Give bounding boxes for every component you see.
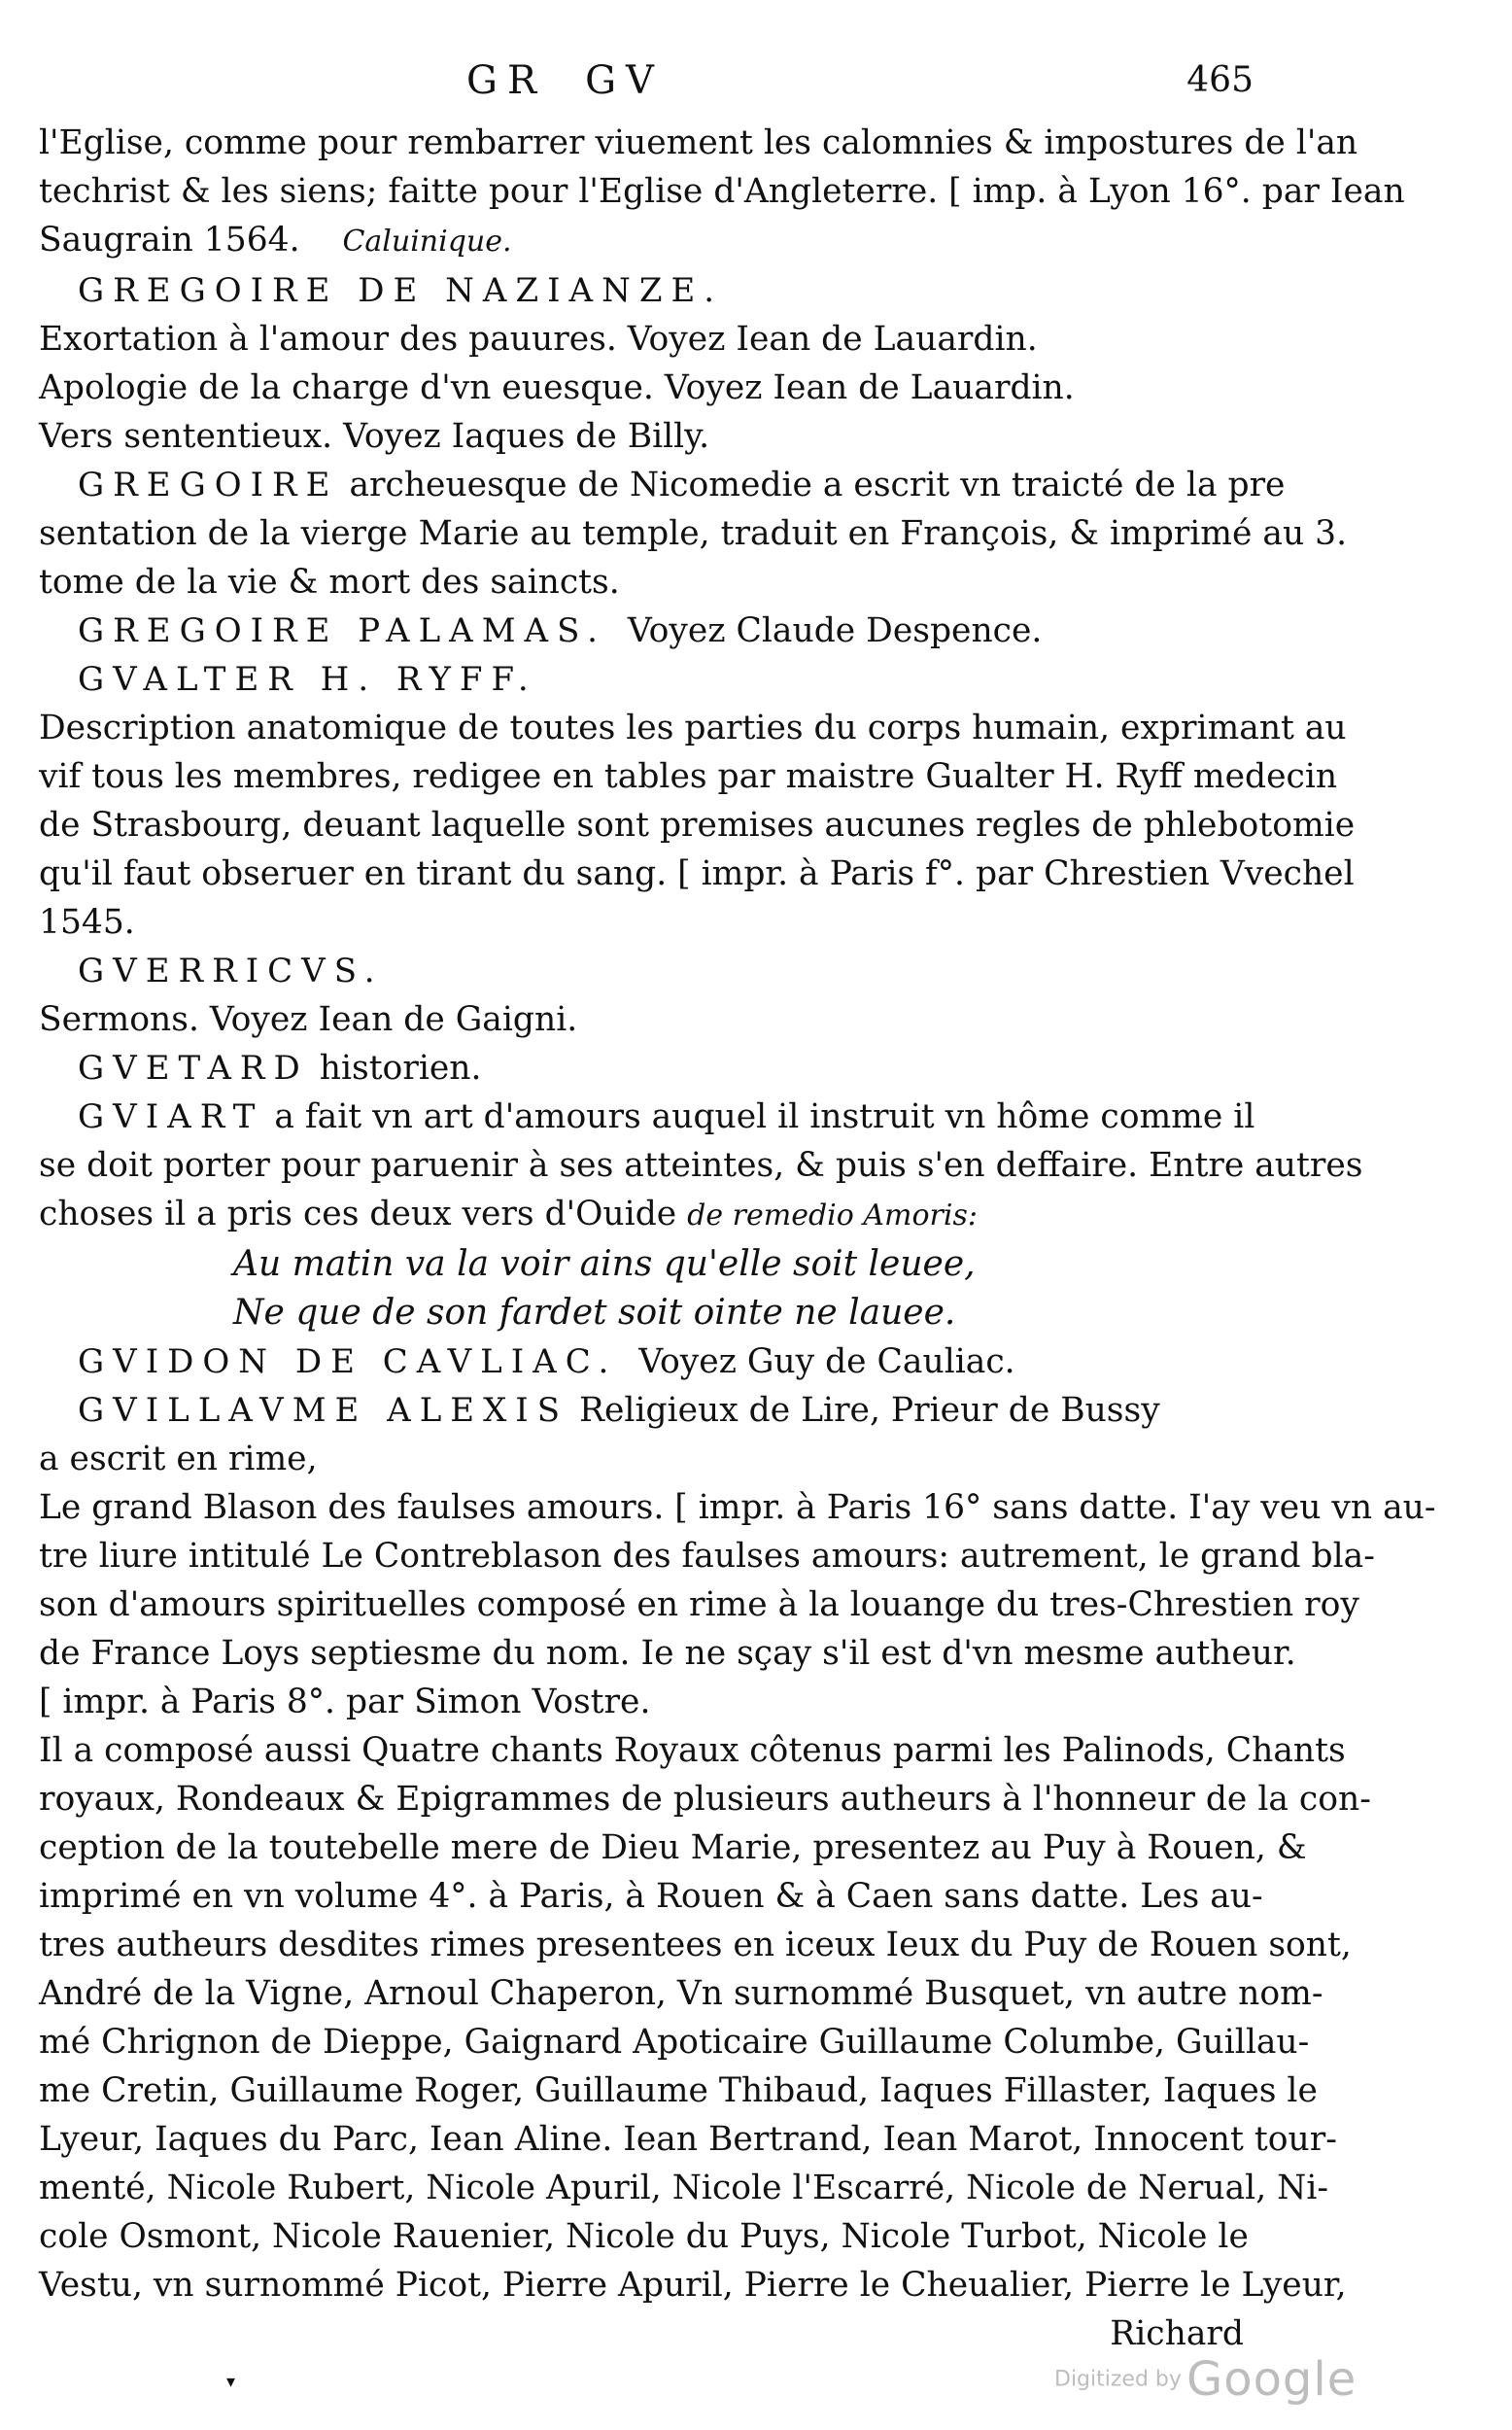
text-line: [ impr. à Paris 8°. par Simon Vostre. <box>39 1683 651 1721</box>
text-line: qu'il faut obseruer en tirant du sang. [ impr. à Paris f°. par Chrestien Vvechel <box>39 854 1355 893</box>
entry-heading: GVIART <box>78 1097 264 1136</box>
text-line: l'Eglise, comme pour rembarrer viuement les calomnies & impostures de l'an <box>39 123 1358 162</box>
text-line <box>39 607 1244 655</box>
entry-heading: GVILLAVME ALEXIS <box>78 1391 569 1430</box>
text-line: Vestu, vn surnommé Picot, Pierre Apuril, Pierre le Cheualier, Pierre le Lyeur, <box>39 2266 1347 2305</box>
google-logo: Google <box>1186 2352 1357 2407</box>
text-line: a escrit en rime, <box>39 1440 318 1478</box>
text-line: tre liure intitulé Le Contreblason des faulses amours: autrement, le grand bla- <box>39 1537 1375 1576</box>
digitized-by-google-watermark <box>1054 2352 1357 2407</box>
catchword: Richard <box>1110 2314 1244 2353</box>
text-line: mé Chrignon de Dieppe, Gaignard Apoticaire Guillaume Columbe, Guillau- <box>39 2023 1310 2062</box>
text-span: choses il a pris ces deux vers d'Ouide <box>39 1195 677 1233</box>
entry-heading: GVETARD <box>78 1049 309 1088</box>
running-head-left: GR <box>466 58 547 103</box>
text-line: royaux, Rondeaux & Epigrammes de plusieurs autheurs à l'honneur de la con- <box>39 1780 1371 1819</box>
text-line: menté, Nicole Rubert, Nicole Apuril, Nicole l'Escarré, Nicole de Nerual, Ni- <box>39 2169 1329 2207</box>
text-line: techrist & les siens; faitte pour l'Eglise d'Angleterre. [ imp. à Lyon 16°. par Iean <box>39 172 1405 211</box>
text-line: Vers sententieux. Voyez Iaques de Billy. <box>39 417 710 456</box>
stray-mark: ▾ <box>226 2372 236 2392</box>
text-span: archeuesque de Nicomedie a escrit vn traicté de la pre <box>349 466 1286 504</box>
entry-heading: GVALTER H. RYFF. <box>78 660 537 699</box>
verse-line: Ne que de son fardet soit ointe ne lauee. <box>233 1293 956 1333</box>
text-line: Apologie de la charge d'vn euesque. Voyez Iean de Lauardin. <box>39 368 1075 407</box>
entry-heading: GVERRICVS. <box>78 952 384 990</box>
text-line: cole Osmont, Nicole Rauenier, Nicole du Puys, Nicole Turbot, Nicole le <box>39 2217 1249 2256</box>
text-line: Sermons. Voyez Iean de Gaigni. <box>39 1000 578 1039</box>
text-line: tres autheurs desdites rimes presentees en iceux Ieux du Puy de Rouen sont, <box>39 1926 1352 1964</box>
text-line: me Cretin, Guillaume Roger, Guillaume Thibaud, Iaques Fillaster, Iaques le <box>39 2071 1318 2110</box>
text-line: ception de la toutebelle mere de Dieu Marie, presentez au Puy à Rouen, & <box>39 1828 1307 1867</box>
entry-heading: GVIDON DE CAVLIAC. <box>78 1342 618 1381</box>
text-line: André de la Vigne, Arnoul Chaperon, Vn surnommé Busquet, vn autre nom- <box>39 1974 1323 2013</box>
page-number: 465 <box>1186 60 1254 100</box>
text-span: Voyez Guy de Cauliac. <box>638 1342 1015 1381</box>
text-line <box>39 1093 1255 1141</box>
running-head-right: GV <box>585 58 664 103</box>
text-line: se doit porter pour paruenir à ses atteintes, & puis s'en deffaire. Entre autres <box>39 1146 1363 1185</box>
book-page <box>39 49 1436 2358</box>
text-line: Le grand Blason des faulses amours. [ impr. à Paris 16° sans datte. I'ay veu vn au- <box>39 1488 1436 1527</box>
text-line <box>39 1190 1244 1240</box>
italic-title: de remedio Amoris: <box>687 1198 978 1232</box>
text-line <box>39 216 1244 266</box>
text-span: a fait vn art d'amours auquel il instruit vn hôme comme il <box>274 1097 1255 1136</box>
text-line: imprimé en vn volume 4°. à Paris, à Rouen & à Caen sans datte. Les au- <box>39 1877 1263 1916</box>
entry-heading: GREGOIRE <box>78 466 339 504</box>
text-line: vif tous les membres, redigee en tables par maistre Gualter H. Ryff medecin <box>39 757 1338 796</box>
text-line <box>39 1044 1244 1093</box>
text-line: sentation de la vierge Marie au temple, traduit en François, & imprimé au 3. <box>39 514 1348 553</box>
text-line: Exortation à l'amour des pauures. Voyez Iean de Lauardin. <box>39 320 1038 359</box>
text-line <box>39 1386 1244 1435</box>
text-line: de Strasbourg, deuant laquelle sont premises aucunes regles de phlebotomie <box>39 806 1356 845</box>
text-line: 1545. <box>39 903 135 942</box>
running-head <box>466 58 664 103</box>
text-line: Lyeur, Iaques du Parc, Iean Aline. Iean Bertrand, Iean Marot, Innocent tour- <box>39 2120 1337 2159</box>
text-line: Il a composé aussi Quatre chants Royaux côtenus parmi les Palinods, Chants <box>39 1731 1346 1770</box>
text-line: de France Loys septiesme du nom. Ie ne sçay s'il est d'vn mesme autheur. <box>39 1634 1296 1673</box>
text-line <box>39 461 1286 509</box>
entry-heading: GREGOIRE DE NAZIANZE. <box>78 271 724 310</box>
text-span: Religieux de Lire, Prieur de Bussy <box>579 1391 1160 1430</box>
text-span: Voyez Claude Despence. <box>627 611 1043 650</box>
text-line: son d'amours spirituelles composé en rime à la louange du tres-Chrestien roy <box>39 1585 1359 1624</box>
verse-line: Au matin va la voir ains qu'elle soit leuee, <box>233 1244 976 1284</box>
page-header <box>39 49 1254 119</box>
text-line <box>39 1337 1244 1386</box>
annotation: Caluinique. <box>342 225 512 259</box>
text-span: Saugrain 1564. <box>39 221 300 260</box>
text-line: tome de la vie & mort des saincts. <box>39 563 620 602</box>
digitized-by-label: Digitized by <box>1054 2367 1182 2392</box>
text-span: historien. <box>319 1049 482 1088</box>
text-line: Description anatomique de toutes les parties du corps humain, exprimant au <box>39 709 1347 747</box>
entry-heading: GREGOIRE PALAMAS. <box>78 611 606 650</box>
